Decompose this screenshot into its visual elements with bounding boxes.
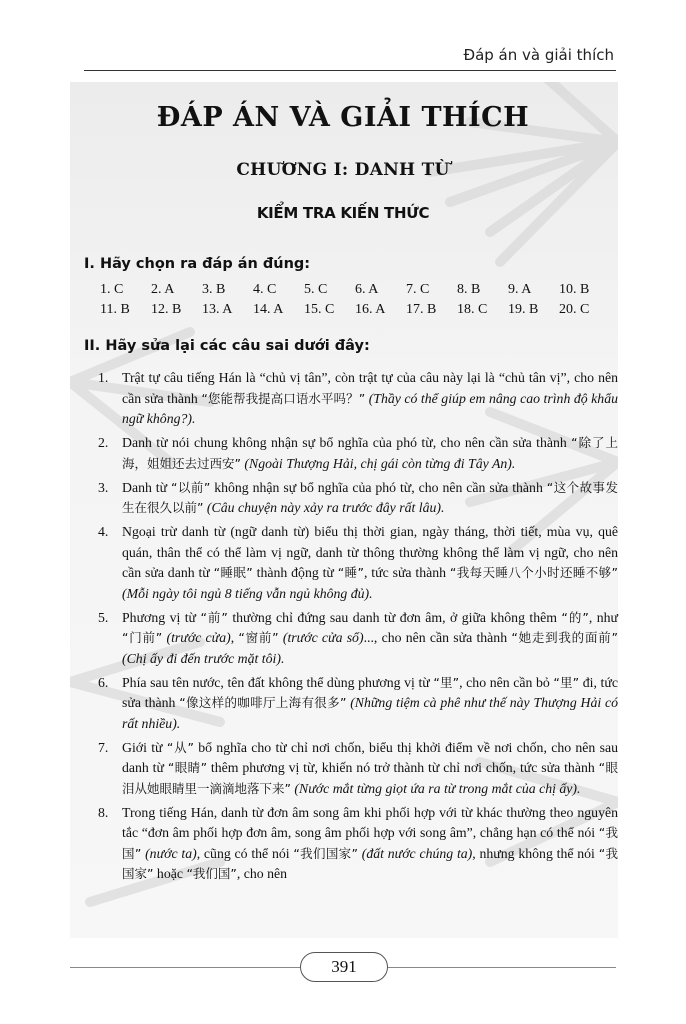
explanation-text: thêm phương vị từ, khiến nó trở thành từ chỉ nơi chốn, tức sửa thành — [207, 760, 599, 775]
translation-text: (trước cửa) — [162, 630, 231, 645]
answer-item: 16. A — [355, 302, 386, 317]
explanation-text: , như — [588, 609, 618, 625]
answer-item: 3. B — [202, 282, 226, 297]
chinese-text: “除了上海，姐姐还去过西安” — [122, 435, 619, 471]
explanation-text: đi, tức sửa thành — [122, 674, 618, 710]
explanation-text: không nhận sự bổ nghĩa của phó từ, cho nên cần sửa thành — [210, 479, 547, 495]
explanation-text: hoặc — [153, 866, 187, 881]
correction-item — [98, 368, 618, 430]
corrections-list — [98, 368, 618, 888]
correction-item — [98, 522, 618, 604]
chinese-text: “前” — [200, 609, 228, 625]
answer-item: 6. A — [355, 282, 379, 297]
page-number: 391 — [300, 952, 388, 982]
translation-text: (nước ta) — [141, 845, 197, 861]
explanation-text: Trật tự câu tiếng Hán là “chủ vị tân”, còn trật tự của câu này lại là “chủ tân vị”, cho nên cần sửa thành — [122, 370, 618, 406]
correction-text — [122, 368, 618, 430]
translation-text: (Chị ấy đi đến trước mặt tôi). — [122, 650, 285, 666]
part-1-title: I. Hãy chọn ra đáp án đúng: — [84, 256, 311, 272]
answer-item: 20. C — [559, 302, 590, 317]
correction-text — [122, 522, 618, 604]
answer-item: 5. C — [304, 282, 328, 297]
answer-item: 13. A — [202, 302, 233, 317]
chinese-text: “我国” — [122, 825, 619, 861]
explanation-text: bổ nghĩa cho từ chỉ nơi chốn, biểu thị khởi điểm về nơi chốn, cho nên sau danh từ — [122, 739, 618, 775]
correction-item — [98, 478, 618, 519]
answer-item: 8. B — [457, 282, 481, 297]
page-footer — [0, 952, 686, 982]
chinese-text: “门前” — [122, 630, 163, 645]
correction-number: 7. — [98, 739, 109, 755]
answer-item: 15. C — [304, 302, 335, 317]
header-rule — [84, 70, 616, 71]
explanation-text: Ngoại trừ danh từ (ngữ danh từ) biểu thị thời gian, ngày tháng, thời tiết, mùa vụ, quê quán, thân thể có thể làm vị ngữ, danh từ thông thường không thể làm vị ngữ, cho nên cần sửa danh từ — [122, 524, 618, 580]
correction-text — [122, 738, 618, 800]
explanation-text: Phía sau tên nước, tên đất không thể dùng phương vị từ — [122, 674, 434, 690]
chinese-text: “我每天睡八个小时还睡不够” — [449, 565, 619, 580]
correction-text — [122, 433, 618, 474]
answer-item: 1. C — [100, 282, 124, 297]
answer-item: 14. A — [253, 302, 284, 317]
explanation-text: Danh từ nói chung không nhận sự bổ nghĩa của phó từ, cho nên cần sửa thành — [122, 435, 572, 450]
explanation-text: thường chỉ đứng sau danh từ đơn âm, ở giữa không thêm — [227, 609, 562, 625]
section-heading: KIỂM TRA KIẾN THỨC — [256, 204, 430, 222]
chinese-text: “里” — [553, 674, 580, 690]
chapter-title: CHƯƠNG I: DANH TỪ — [236, 160, 450, 180]
correction-text — [122, 608, 618, 670]
answer-item: 10. B — [559, 282, 590, 297]
chinese-text: “这个故事发生在很久以前” — [122, 479, 619, 515]
main-title: ĐÁP ÁN VÀ GIẢI THÍCH — [156, 102, 530, 133]
correction-item — [98, 608, 618, 670]
part-2-title: II. Hãy sửa lại các câu sai dưới đây: — [84, 338, 370, 354]
chinese-text: “我们国家” — [293, 845, 358, 861]
translation-text: (Nước mắt từng giọt ứa ra từ trong mắt của chị ấy). — [290, 780, 581, 796]
explanation-text: Phương vị từ — [122, 609, 201, 625]
answer-item: 19. B — [508, 302, 539, 317]
chinese-text: “我国家” — [122, 845, 618, 881]
chinese-text: “我们国” — [186, 866, 237, 881]
explanation-text: , cho nên cần bỏ — [459, 674, 554, 690]
correction-number: 5. — [98, 609, 109, 625]
running-header: Đáp án và giải thích — [463, 46, 614, 64]
translation-text: (đất nước chúng ta) — [357, 845, 473, 861]
translation-text: (trước cửa sổ) — [278, 630, 364, 645]
correction-item — [98, 803, 618, 885]
chinese-text: “眼泪从她眼睛里一滴滴地落下来” — [122, 760, 618, 796]
explanation-text: , — [230, 630, 239, 645]
translation-text: (Câu chuyện này xảy ra trước đây rất lâu). — [203, 500, 445, 515]
explanation-text: thành động từ — [252, 565, 338, 580]
chinese-text: “像这样的咖啡厅上海有很多” — [179, 695, 347, 710]
chinese-text: “以前” — [171, 479, 211, 495]
correction-number: 6. — [98, 674, 109, 690]
answer-item: 2. A — [151, 282, 175, 297]
translation-text: (Mỗi ngày tôi ngủ 8 tiếng vẫn ngủ không đủ). — [122, 585, 373, 601]
chinese-text: “的” — [561, 609, 589, 625]
correction-number: 8. — [98, 804, 109, 820]
correction-number: 2. — [98, 435, 109, 450]
correction-text — [122, 803, 618, 885]
answer-item: 17. B — [406, 302, 437, 317]
explanation-text: Giới từ — [122, 739, 167, 755]
correction-item — [98, 433, 618, 474]
correction-number: 4. — [98, 524, 109, 539]
explanation-text: , tức sửa thành — [364, 565, 450, 580]
chinese-text: “您能帮我提高口语水平吗？” — [201, 390, 366, 406]
explanation-text: ..., cho nên cần sửa thành — [363, 630, 512, 645]
answer-item: 4. C — [253, 282, 277, 297]
explanation-text: Trong tiếng Hán, danh từ đơn âm song âm khi phối hợp với từ khác thường theo nguyên tắc “đơn âm phối hợp đơn âm, song âm phối hợp với song âm”, chẳng hạn có thể nói — [122, 804, 618, 840]
chinese-text: “眼睛” — [167, 760, 208, 775]
answer-item: 12. B — [151, 302, 182, 317]
explanation-text: , cho nên — [236, 866, 288, 881]
answer-grid — [100, 282, 610, 318]
chinese-text: “睡眠” — [213, 565, 253, 580]
correction-number: 3. — [98, 479, 109, 495]
translation-text: (Ngoài Thượng Hải, chị gái còn từng đi Tây An). — [240, 455, 516, 471]
answer-item: 7. C — [406, 282, 430, 297]
explanation-text: , cũng có thể nói — [196, 845, 294, 861]
chinese-text: “从” — [166, 739, 194, 755]
correction-number: 1. — [98, 370, 109, 385]
correction-text — [122, 673, 618, 735]
translation-text: (Những tiệm cà phê như thế này Thượng Hải có rất nhiều). — [122, 695, 618, 731]
correction-item — [98, 673, 618, 735]
answer-item: 9. A — [508, 282, 532, 297]
answer-item: 18. C — [457, 302, 488, 317]
correction-text — [122, 478, 618, 519]
chinese-text: “里” — [433, 674, 460, 690]
chinese-text: “她走到我的面前” — [511, 630, 618, 645]
chinese-text: “窗前” — [238, 630, 279, 645]
correction-item — [98, 738, 618, 800]
explanation-text: Danh từ — [122, 479, 171, 495]
explanation-text: , nhưng không thể nói — [472, 845, 599, 861]
answer-item: 11. B — [100, 302, 130, 317]
chinese-text: “睡” — [337, 565, 364, 580]
translation-text: (Thầy có thể giúp em nâng cao trình độ khẩu ngữ không?). — [122, 390, 618, 426]
